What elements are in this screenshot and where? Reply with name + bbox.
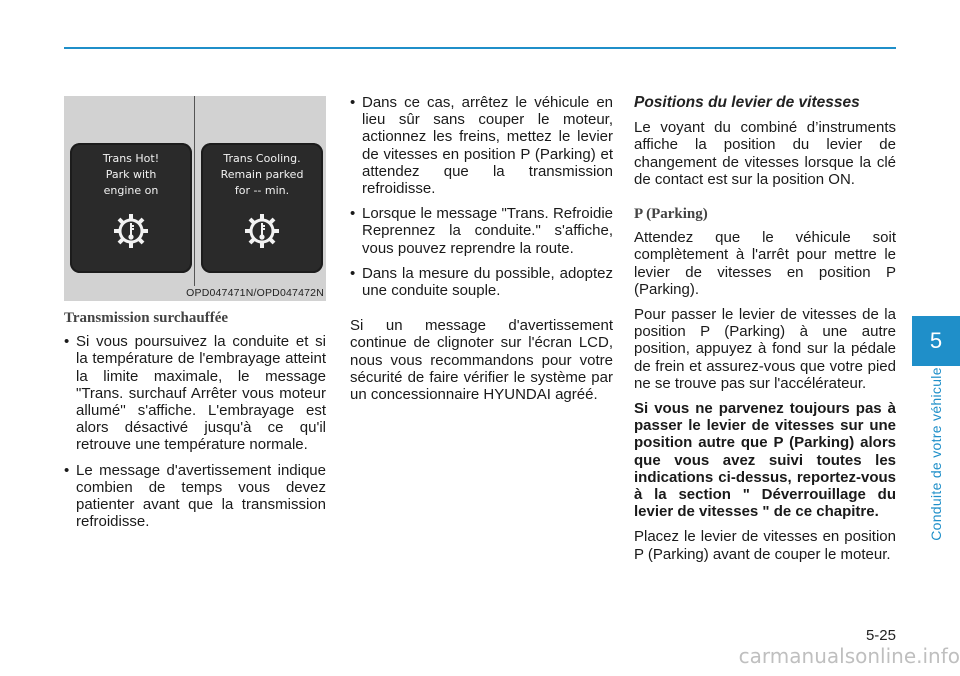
warning-display-figure bbox=[64, 96, 326, 301]
list-item: • Lorsque le message "Trans. Refroidie Reprennez la conduite." s'affiche, vous pouvez reprendre la route. bbox=[350, 205, 613, 257]
transmission-temperature-icon bbox=[111, 211, 151, 251]
transmission-temperature-icon bbox=[242, 211, 282, 251]
paragraph: Attendez que le véhicule soit complètement à l'arrêt pour mettre le levier de vitesses en position P (Parking). bbox=[634, 229, 896, 298]
paragraph: Placez le levier de vitesses en position P (Parking) avant de couper le moteur. bbox=[634, 528, 896, 563]
subheading-parking: P (Parking) bbox=[634, 206, 708, 223]
bold-paragraph: Si vous ne parvenez toujours pas à passer le levier de vitesses sur une position autre que P (Parking) alors que vous avez suivi toutes les indications ci-dessus, reportez-vous à la section " Déverrouillage du levier de vitesses " de ce chapitre. bbox=[634, 400, 896, 521]
list-item: • Dans ce cas, arrêtez le véhicule en lieu sûr sans couper le moteur, actionnez les freins, mettez le levier de vitesses en position P (Parking) et attendez que la transmission refroidisse. bbox=[350, 94, 613, 197]
column-2 bbox=[350, 94, 613, 411]
figure-divider bbox=[194, 96, 195, 286]
bullet-list bbox=[64, 333, 326, 530]
page-number: 5-25 bbox=[865, 627, 896, 644]
list-item: • Le message d'avertissement indique combien de temps vous devez patienter avant que la transmission refroidisse. bbox=[64, 462, 326, 531]
chapter-title: Conduite de votre véhicule bbox=[928, 367, 944, 541]
chapter-tab: 5 bbox=[912, 316, 960, 366]
list-item: • Dans la mesure du possible, adoptez une conduite souple. bbox=[350, 265, 613, 299]
watermark: carmanualsonline.info bbox=[738, 644, 960, 668]
figure-caption: OPD047471N/OPD047472N bbox=[186, 287, 324, 299]
lcd-trans-cooling-text: Trans Cooling. Remain parked for -- min. bbox=[220, 152, 304, 197]
warning-paragraph: Si un message d'avertissement continue de clignoter sur l'écran LCD, nous vous recommandons pour votre sécurité de faire vérifier le système par un concessionnaire HYUNDAI agréé. bbox=[350, 317, 613, 404]
section-heading-transmission: Transmission surchauffée bbox=[64, 310, 229, 326]
paragraph: Pour passer le levier de vitesses de la position P (Parking) à une autre position, appuyez à fond sur la pédale de frein et assurez-vous que votre pied ne se trouve pas sur l'accélérateur. bbox=[634, 306, 896, 392]
column-3 bbox=[634, 94, 896, 571]
section-heading-gear-positions: Positions du levier de vitesses bbox=[634, 94, 860, 111]
lcd-trans-hot bbox=[70, 143, 192, 273]
list-item: • Si vous poursuivez la conduite et si la température de l'embrayage atteint la limite maximale, le message "Trans. surchauf Arrêter vous moteur allumé'' s'affiche. L'embrayage est alors désactivé jusqu'à ce qu'il retrouve une température normale. bbox=[64, 333, 326, 453]
top-rule bbox=[64, 47, 896, 49]
column-1 bbox=[64, 310, 326, 538]
bullet-list bbox=[350, 94, 613, 299]
lcd-trans-hot-text: Trans Hot! Park with engine on bbox=[102, 152, 160, 197]
intro-paragraph: Le voyant du combiné d’instruments affiche la position du levier de changement de vitesses lorsque la clé de contact est sur la position ON. bbox=[634, 119, 896, 188]
lcd-trans-cooling bbox=[201, 143, 323, 273]
